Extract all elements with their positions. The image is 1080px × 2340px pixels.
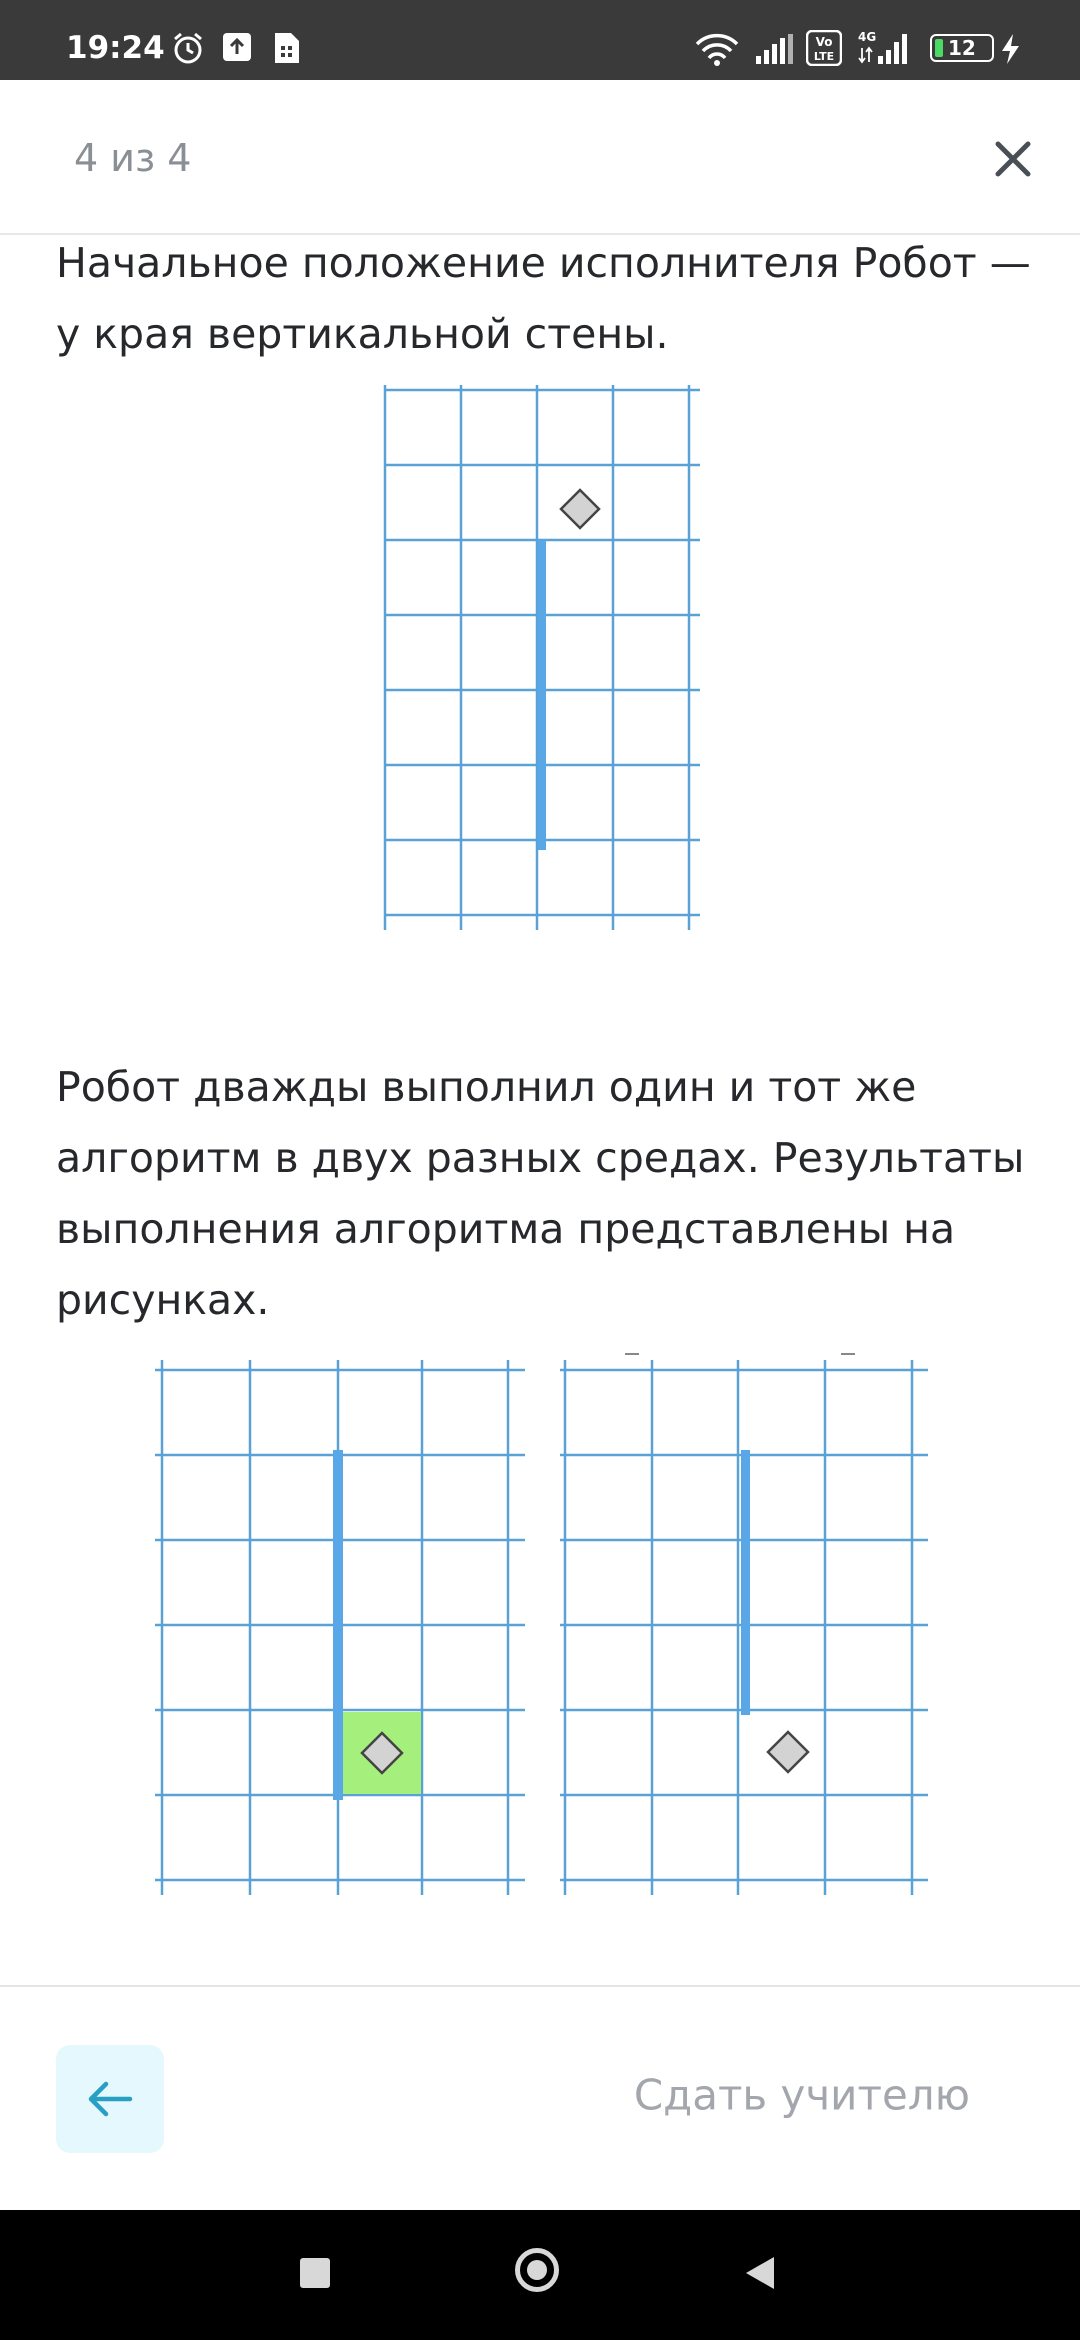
wall [741,1450,750,1715]
wall [333,1450,343,1800]
svg-text:LTE: LTE [813,50,835,63]
figure-result-2 [555,1350,935,1900]
upload-icon [222,32,252,62]
svg-text:Vo: Vo [815,35,833,49]
wall [538,540,546,850]
back-triangle-icon[interactable] [742,2255,778,2291]
progress-counter: 4 из 4 [74,136,192,180]
system-nav-bar [0,2210,1080,2340]
figure-result-1 [150,1355,530,1900]
robot-marker [768,1732,808,1772]
task-text-initial-position: Начальное положение исполнителя Робот — у края вертикальной стены. [56,239,1031,358]
home-circle-icon[interactable] [515,2248,559,2292]
battery-level: 12 [948,36,976,60]
robot-marker [561,490,599,528]
status-time: 19:24 [66,30,165,66]
sim-icon [274,32,300,64]
status-bar [0,0,1080,80]
wifi-icon [694,32,740,66]
alarm-icon [170,30,206,66]
task-text-results: Робот дважды выполнил один и тот же алгоритм в двух разных средах. Результаты выполнения алгоритма представлены на рисунках. [56,1063,1025,1324]
signal-icon [754,34,794,64]
back-button[interactable] [56,2045,164,2153]
header [0,80,1080,235]
charging-icon [1000,34,1022,64]
footer-divider [0,1985,1080,1987]
4g-signal-icon [856,28,914,66]
svg-text:4G: 4G [858,30,877,44]
figure-initial-position [375,380,705,940]
submit-to-teacher-button[interactable]: Сдать учителю [630,2071,970,2120]
arrow-left-icon [86,2079,134,2119]
volte-icon [806,30,842,66]
close-button[interactable] [990,136,1036,182]
battery-icon [930,34,994,62]
close-icon [990,136,1036,182]
recents-square-icon[interactable] [300,2258,330,2288]
